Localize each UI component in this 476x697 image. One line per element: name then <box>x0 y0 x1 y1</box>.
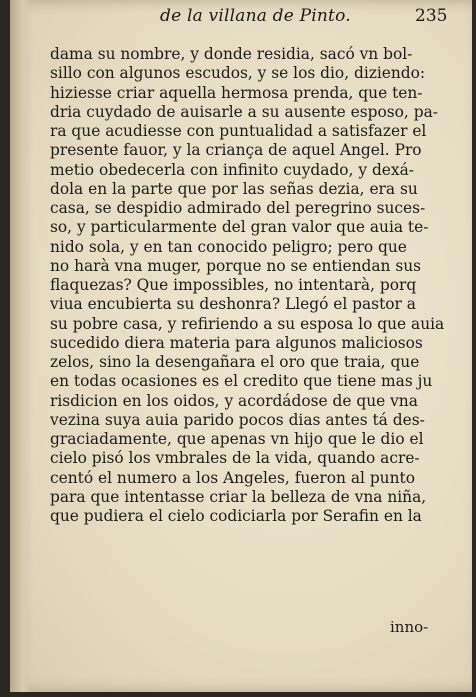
text-line: dama su nombre, y donde residia, sacó vn bol- <box>50 45 413 63</box>
text-line: casa, se despidio admirado del peregrino suces- <box>50 199 426 217</box>
text-line: dola en la parte que por las señas dezia, era su <box>50 179 418 198</box>
text-line: centó el numero a los Angeles, fueron al punto <box>50 468 415 487</box>
text-line: ra que acudiesse con puntualidad a satisfazer el <box>50 122 427 140</box>
text-line: sucedido diera materia para algunos maliciosos <box>50 333 423 352</box>
text-line: zelos, sino la desengañara el oro que traia, que <box>50 353 420 371</box>
text-line: que pudiera el cielo codiciarla por Serafin en la <box>50 507 422 525</box>
text-line: metio obedecerla con infinito cuydado, y dexá- <box>50 160 414 179</box>
page-gutter-shadow <box>10 0 32 692</box>
body-text <box>50 45 445 526</box>
text-line: no harà vna muger, porque no se entiendan sus <box>50 256 422 275</box>
text-line: hiziesse criar aquella hermosa prenda, que ten- <box>50 83 423 102</box>
text-line: para que intentasse criar la belleza de vna niña, <box>50 487 427 506</box>
page-number: 235 <box>415 6 448 26</box>
text-line: sillo con algunos escudos, y se los dio, diziendo: <box>50 64 426 83</box>
text-line: so, y particularmente del gran valor que auia te- <box>50 218 429 237</box>
text-line: cielo pisó los vmbrales de la vida, quando acre- <box>50 449 420 468</box>
text-line: presente fauor, y la criança de aquel Angel. Pro <box>50 141 422 160</box>
catchword: inno- <box>390 618 429 636</box>
running-head: de la villana de Pinto. <box>160 6 351 26</box>
text-line: en todas ocasiones es el credito que tiene mas ju <box>50 372 433 391</box>
text-line: dria cuydado de auisarle a su ausente esposo, pa- <box>50 102 438 121</box>
text-line: risdicion en los oidos, y acordádose de que vna <box>50 391 418 410</box>
text-line: vezina suya auia parido pocos dias antes tá des- <box>50 410 425 429</box>
book-page <box>10 0 472 692</box>
text-line: nido sola, y en tan conocido peligro; pero que <box>50 237 407 256</box>
text-line: viua encubierta su deshonra? Llegó el pastor a <box>50 295 416 314</box>
text-line: flaquezas? Que impossibles, no intentarà, porq <box>50 276 417 294</box>
text-line: graciadamente, que apenas vn hijo que le dio el <box>50 430 424 448</box>
text-line: su pobre casa, y refiriendo a su esposa lo que auia <box>50 314 445 333</box>
